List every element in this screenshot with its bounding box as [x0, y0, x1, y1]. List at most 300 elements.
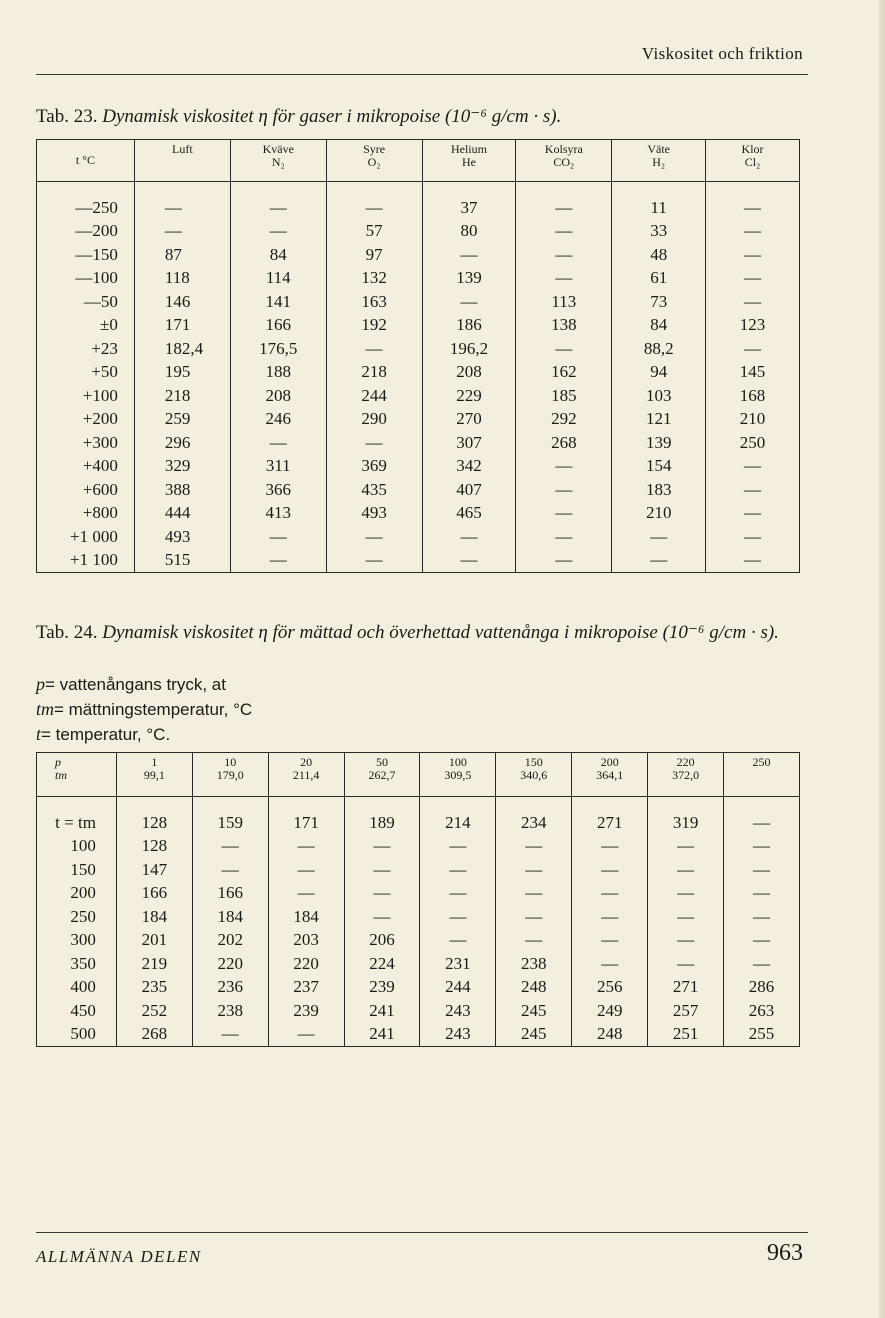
viscosity-cell: 214 — [420, 811, 496, 835]
viscosity-cell: — — [230, 431, 326, 455]
column-formula: H₂ — [652, 155, 666, 169]
spacer-cell — [572, 797, 648, 812]
viscosity-cell: 241 — [344, 1023, 420, 1047]
viscosity-cell: — — [230, 525, 326, 549]
table-row — [37, 1023, 800, 1047]
viscosity-cell: 251 — [648, 1023, 724, 1047]
viscosity-cell: 163 — [326, 290, 422, 314]
column-header — [134, 140, 230, 182]
column-header — [706, 140, 800, 182]
column-header — [230, 140, 326, 182]
viscosity-cell: — — [516, 502, 612, 526]
viscosity-cell: 183 — [612, 478, 706, 502]
temperature-cell: +1 100 — [37, 549, 135, 573]
viscosity-cell: 220 — [192, 952, 268, 976]
viscosity-cell: 248 — [496, 976, 572, 1000]
table-row — [37, 835, 800, 859]
table-row — [37, 384, 800, 408]
spacer-cell — [116, 797, 192, 812]
corner-pressure: p — [55, 755, 61, 769]
viscosity-cell: 256 — [572, 976, 648, 1000]
column-name: Kväve — [262, 142, 294, 156]
viscosity-cell: 307 — [422, 431, 516, 455]
viscosity-cell: 290 — [326, 408, 422, 432]
viscosity-cell: — — [326, 196, 422, 220]
viscosity-cell: 388 — [134, 478, 230, 502]
viscosity-cell: 243 — [420, 1023, 496, 1047]
viscosity-cell: — — [706, 196, 800, 220]
note-saturation-temp — [36, 697, 252, 722]
viscosity-cell: 238 — [192, 999, 268, 1023]
spacer-cell — [344, 797, 420, 812]
viscosity-cell: — — [572, 905, 648, 929]
pressure-value: 1 — [151, 755, 158, 769]
pressure-column-header — [648, 753, 724, 797]
viscosity-cell: — — [572, 835, 648, 859]
saturation-temp: 372,0 — [672, 768, 700, 782]
table-row — [37, 858, 800, 882]
viscosity-cell: — — [516, 243, 612, 267]
viscosity-cell: — — [516, 549, 612, 573]
viscosity-cell: — — [706, 337, 800, 361]
corner-saturation: tm — [55, 768, 67, 782]
temperature-cell: 500 — [37, 1023, 117, 1047]
viscosity-cell: 84 — [230, 243, 326, 267]
viscosity-cell: 407 — [422, 478, 516, 502]
pressure-column-header — [344, 753, 420, 797]
viscosity-cell: — — [648, 929, 724, 953]
column-name: Kolsyra — [544, 142, 583, 156]
viscosity-cell: 249 — [572, 999, 648, 1023]
viscosity-cell: — — [344, 882, 420, 906]
viscosity-cell: 245 — [496, 999, 572, 1023]
pressure-value: 20 — [300, 755, 313, 769]
table24-caption — [36, 620, 808, 645]
column-name: Syre — [363, 142, 386, 156]
viscosity-cell: 11 — [612, 196, 706, 220]
viscosity-cell: 128 — [116, 811, 192, 835]
note-text: = temperatur, °C. — [41, 725, 171, 744]
viscosity-cell: 176,5 — [230, 337, 326, 361]
viscosity-cell: 366 — [230, 478, 326, 502]
viscosity-cell: 48 — [612, 243, 706, 267]
viscosity-cell: 123 — [706, 314, 800, 338]
viscosity-cell: 171 — [134, 314, 230, 338]
pressure-value: 250 — [752, 755, 771, 769]
note-text: = vattenångans tryck, at — [45, 675, 226, 694]
pressure-column-header — [116, 753, 192, 797]
page-edge — [879, 0, 885, 1318]
table-row — [37, 220, 800, 244]
viscosity-cell: 118 — [134, 267, 230, 291]
viscosity-cell: 238 — [496, 952, 572, 976]
viscosity-cell: 159 — [192, 811, 268, 835]
viscosity-cell: 255 — [724, 1023, 800, 1047]
viscosity-cell: — — [326, 549, 422, 573]
viscosity-cell: 192 — [326, 314, 422, 338]
spacer-cell — [422, 182, 516, 197]
table24-unit: (10⁻⁶ g/cm · s). — [662, 622, 779, 643]
column-formula: O₂ — [367, 155, 381, 169]
viscosity-cell: 241 — [344, 999, 420, 1023]
viscosity-cell: — — [496, 835, 572, 859]
viscosity-cell: 206 — [344, 929, 420, 953]
viscosity-cell: 182,4 — [134, 337, 230, 361]
viscosity-cell: — — [706, 267, 800, 291]
viscosity-cell: 208 — [422, 361, 516, 385]
viscosity-cell: — — [420, 905, 496, 929]
viscosity-cell: 171 — [268, 811, 344, 835]
viscosity-cell: 465 — [422, 502, 516, 526]
viscosity-cell: — — [516, 455, 612, 479]
viscosity-cell: — — [344, 835, 420, 859]
viscosity-cell: 224 — [344, 952, 420, 976]
table-row — [37, 882, 800, 906]
viscosity-cell: 57 — [326, 220, 422, 244]
table-row — [37, 196, 800, 220]
gas-viscosity-table — [36, 139, 800, 573]
temperature-cell: t = tm — [37, 811, 117, 835]
spacer-cell — [420, 797, 496, 812]
viscosity-cell: 248 — [572, 1023, 648, 1047]
viscosity-cell: — — [496, 929, 572, 953]
note-pressure — [36, 672, 252, 697]
viscosity-cell: — — [648, 835, 724, 859]
temperature-cell: +100 — [37, 384, 135, 408]
viscosity-cell: — — [420, 929, 496, 953]
viscosity-cell: — — [706, 478, 800, 502]
header-rule — [36, 74, 808, 75]
pressure-column-header — [420, 753, 496, 797]
table-row — [37, 976, 800, 1000]
viscosity-cell: 435 — [326, 478, 422, 502]
viscosity-cell: 162 — [516, 361, 612, 385]
viscosity-cell: 311 — [230, 455, 326, 479]
table23-unit: (10⁻⁶ g/cm · s). — [444, 106, 562, 127]
viscosity-cell: 166 — [192, 882, 268, 906]
table-row — [37, 243, 800, 267]
viscosity-cell: 203 — [268, 929, 344, 953]
viscosity-cell: — — [516, 220, 612, 244]
viscosity-cell: — — [612, 549, 706, 573]
viscosity-cell: 103 — [612, 384, 706, 408]
table-row — [37, 478, 800, 502]
viscosity-cell: — — [572, 952, 648, 976]
viscosity-cell: — — [516, 337, 612, 361]
column-header — [422, 140, 516, 182]
viscosity-cell: — — [326, 337, 422, 361]
viscosity-cell: — — [706, 455, 800, 479]
viscosity-cell: 268 — [116, 1023, 192, 1047]
viscosity-cell: 186 — [422, 314, 516, 338]
viscosity-cell: 87 — [134, 243, 230, 267]
viscosity-cell: 166 — [116, 882, 192, 906]
temperature-cell: 400 — [37, 976, 117, 1000]
footer-rule — [36, 1232, 808, 1233]
viscosity-cell: — — [192, 835, 268, 859]
temperature-cell: +800 — [37, 502, 135, 526]
page-number: 963 — [767, 1240, 803, 1266]
viscosity-cell: 189 — [344, 811, 420, 835]
viscosity-cell: 257 — [648, 999, 724, 1023]
saturation-temp: 364,1 — [596, 768, 624, 782]
viscosity-cell: 210 — [612, 502, 706, 526]
viscosity-cell: 259 — [134, 408, 230, 432]
column-header — [326, 140, 422, 182]
temperature-cell: —100 — [37, 267, 135, 291]
viscosity-cell: — — [326, 431, 422, 455]
table-row — [37, 999, 800, 1023]
viscosity-cell: 234 — [496, 811, 572, 835]
pressure-value: 200 — [600, 755, 619, 769]
saturation-temp: 179,0 — [216, 768, 244, 782]
table23-title: Dynamisk viskositet η för gaser i mikropoise — [102, 106, 441, 127]
viscosity-cell: 296 — [134, 431, 230, 455]
steam-viscosity-table — [36, 752, 800, 1047]
pressure-column-header — [572, 753, 648, 797]
viscosity-cell: — — [496, 905, 572, 929]
table-row — [37, 290, 800, 314]
viscosity-cell: — — [230, 549, 326, 573]
column-header — [516, 140, 612, 182]
viscosity-cell: — — [706, 502, 800, 526]
viscosity-cell: — — [724, 858, 800, 882]
table-row — [37, 455, 800, 479]
pressure-column-header — [496, 753, 572, 797]
note-var: tm — [36, 699, 54, 719]
viscosity-cell: — — [724, 905, 800, 929]
viscosity-cell: — — [516, 267, 612, 291]
pressure-value: 220 — [676, 755, 695, 769]
viscosity-cell: — — [422, 290, 516, 314]
temperature-cell: —150 — [37, 243, 135, 267]
column-name: t °C — [75, 152, 96, 167]
pressure-column-header — [724, 753, 800, 797]
viscosity-cell: 268 — [516, 431, 612, 455]
viscosity-cell: 84 — [612, 314, 706, 338]
viscosity-cell: 220 — [268, 952, 344, 976]
viscosity-cell: — — [648, 905, 724, 929]
viscosity-cell: 263 — [724, 999, 800, 1023]
corner-header — [37, 753, 117, 797]
viscosity-cell: 342 — [422, 455, 516, 479]
viscosity-cell: 231 — [420, 952, 496, 976]
viscosity-cell: — — [420, 835, 496, 859]
temperature-cell: 200 — [37, 882, 117, 906]
viscosity-cell: 319 — [648, 811, 724, 835]
viscosity-cell: — — [230, 220, 326, 244]
viscosity-cell: — — [344, 905, 420, 929]
viscosity-cell: — — [706, 220, 800, 244]
viscosity-cell: 292 — [516, 408, 612, 432]
viscosity-cell: 243 — [420, 999, 496, 1023]
column-formula: He — [461, 155, 476, 169]
section-name: ALLMÄNNA DELEN — [36, 1247, 202, 1266]
saturation-temp: 99,1 — [143, 768, 165, 782]
viscosity-cell: — — [268, 858, 344, 882]
viscosity-cell: — — [724, 835, 800, 859]
table-row — [37, 337, 800, 361]
viscosity-cell: — — [268, 1023, 344, 1047]
spacer-cell — [724, 797, 800, 812]
viscosity-cell: 271 — [648, 976, 724, 1000]
temperature-cell: 150 — [37, 858, 117, 882]
viscosity-cell: — — [326, 525, 422, 549]
note-text: = mättningstemperatur, °C — [54, 700, 253, 719]
temperature-cell: —50 — [37, 290, 135, 314]
viscosity-cell: 239 — [268, 999, 344, 1023]
viscosity-cell: — — [706, 549, 800, 573]
temperature-cell: +1 000 — [37, 525, 135, 549]
viscosity-cell: 210 — [706, 408, 800, 432]
spacer-cell — [192, 797, 268, 812]
viscosity-cell: 139 — [612, 431, 706, 455]
viscosity-cell: 113 — [516, 290, 612, 314]
viscosity-cell: 444 — [134, 502, 230, 526]
viscosity-cell: — — [192, 1023, 268, 1047]
pressure-value: 100 — [448, 755, 467, 769]
viscosity-cell: 168 — [706, 384, 800, 408]
viscosity-cell: 246 — [230, 408, 326, 432]
saturation-temp: 211,4 — [292, 768, 320, 782]
viscosity-cell: — — [516, 478, 612, 502]
viscosity-cell: — — [344, 858, 420, 882]
viscosity-cell: — — [192, 858, 268, 882]
column-name: Luft — [172, 142, 193, 156]
temperature-cell: 250 — [37, 905, 117, 929]
viscosity-cell: 114 — [230, 267, 326, 291]
viscosity-cell: 128 — [116, 835, 192, 859]
temperature-cell: +300 — [37, 431, 135, 455]
spacer-cell — [134, 182, 230, 197]
viscosity-cell: 196,2 — [422, 337, 516, 361]
viscosity-cell: 239 — [344, 976, 420, 1000]
spacer-cell — [706, 182, 800, 197]
viscosity-cell: 329 — [134, 455, 230, 479]
viscosity-cell: — — [422, 549, 516, 573]
viscosity-cell: — — [268, 835, 344, 859]
viscosity-cell: 166 — [230, 314, 326, 338]
temperature-cell: +23 — [37, 337, 135, 361]
viscosity-cell: 88,2 — [612, 337, 706, 361]
viscosity-cell: — — [572, 858, 648, 882]
spacer-cell — [612, 182, 706, 197]
table-row — [37, 549, 800, 573]
table-row — [37, 361, 800, 385]
temperature-cell: 100 — [37, 835, 117, 859]
table24-title: Dynamisk viskositet η för mättad och överhettad vattenånga i mikropoise — [102, 622, 658, 643]
viscosity-cell: 201 — [116, 929, 192, 953]
spacer-cell — [268, 797, 344, 812]
viscosity-cell: 369 — [326, 455, 422, 479]
viscosity-cell: 185 — [516, 384, 612, 408]
viscosity-cell: — — [496, 882, 572, 906]
temperature-cell: +200 — [37, 408, 135, 432]
viscosity-cell: 250 — [706, 431, 800, 455]
viscosity-cell: — — [706, 525, 800, 549]
viscosity-cell: 218 — [326, 361, 422, 385]
viscosity-cell: 97 — [326, 243, 422, 267]
table-row — [37, 408, 800, 432]
viscosity-cell: 245 — [496, 1023, 572, 1047]
viscosity-cell: 141 — [230, 290, 326, 314]
viscosity-cell: 235 — [116, 976, 192, 1000]
spacer-cell — [230, 182, 326, 197]
note-var: t — [36, 724, 42, 744]
column-formula: Cl₂ — [744, 155, 761, 169]
viscosity-cell: — — [134, 196, 230, 220]
viscosity-cell: 146 — [134, 290, 230, 314]
pressure-column-header — [192, 753, 268, 797]
saturation-temp: 309,5 — [444, 768, 472, 782]
viscosity-cell: — — [420, 858, 496, 882]
table-row — [37, 502, 800, 526]
viscosity-cell: — — [572, 882, 648, 906]
spacer-cell — [37, 797, 117, 812]
viscosity-cell: — — [230, 196, 326, 220]
pressure-value: 10 — [224, 755, 237, 769]
viscosity-cell: 145 — [706, 361, 800, 385]
table-row — [37, 929, 800, 953]
spacer-row — [37, 797, 800, 812]
column-name: Klor — [741, 142, 764, 156]
viscosity-cell: — — [496, 858, 572, 882]
column-formula: N₂ — [271, 155, 285, 169]
viscosity-cell: 270 — [422, 408, 516, 432]
spacer-cell — [37, 182, 135, 197]
viscosity-cell: 271 — [572, 811, 648, 835]
table-row — [37, 267, 800, 291]
viscosity-cell: — — [516, 196, 612, 220]
viscosity-cell: 244 — [326, 384, 422, 408]
viscosity-cell: — — [572, 929, 648, 953]
viscosity-cell: 244 — [420, 976, 496, 1000]
temperature-cell: 300 — [37, 929, 117, 953]
viscosity-cell: 515 — [134, 549, 230, 573]
viscosity-cell: 184 — [116, 905, 192, 929]
temperature-cell: 350 — [37, 952, 117, 976]
pressure-value: 150 — [524, 755, 543, 769]
column-name: Helium — [450, 142, 487, 156]
viscosity-cell: — — [422, 243, 516, 267]
pressure-value: 50 — [376, 755, 389, 769]
spacer-cell — [326, 182, 422, 197]
table-row — [37, 905, 800, 929]
spacer-cell — [496, 797, 572, 812]
note-temperature — [36, 722, 252, 747]
viscosity-cell: 493 — [134, 525, 230, 549]
spacer-row — [37, 182, 800, 197]
viscosity-cell: — — [420, 882, 496, 906]
viscosity-cell: 37 — [422, 196, 516, 220]
viscosity-cell: 61 — [612, 267, 706, 291]
viscosity-cell: — — [422, 525, 516, 549]
table-row — [37, 314, 800, 338]
viscosity-cell: 184 — [268, 905, 344, 929]
column-name: Väte — [647, 142, 671, 156]
column-header — [37, 140, 135, 182]
viscosity-cell: — — [706, 243, 800, 267]
table-row — [37, 952, 800, 976]
temperature-cell: —250 — [37, 196, 135, 220]
viscosity-cell: 184 — [192, 905, 268, 929]
viscosity-cell: 219 — [116, 952, 192, 976]
table23-number: Tab. 23. — [36, 106, 98, 127]
viscosity-cell: — — [724, 882, 800, 906]
viscosity-cell: 121 — [612, 408, 706, 432]
table23-caption — [36, 104, 561, 129]
viscosity-cell: — — [268, 882, 344, 906]
